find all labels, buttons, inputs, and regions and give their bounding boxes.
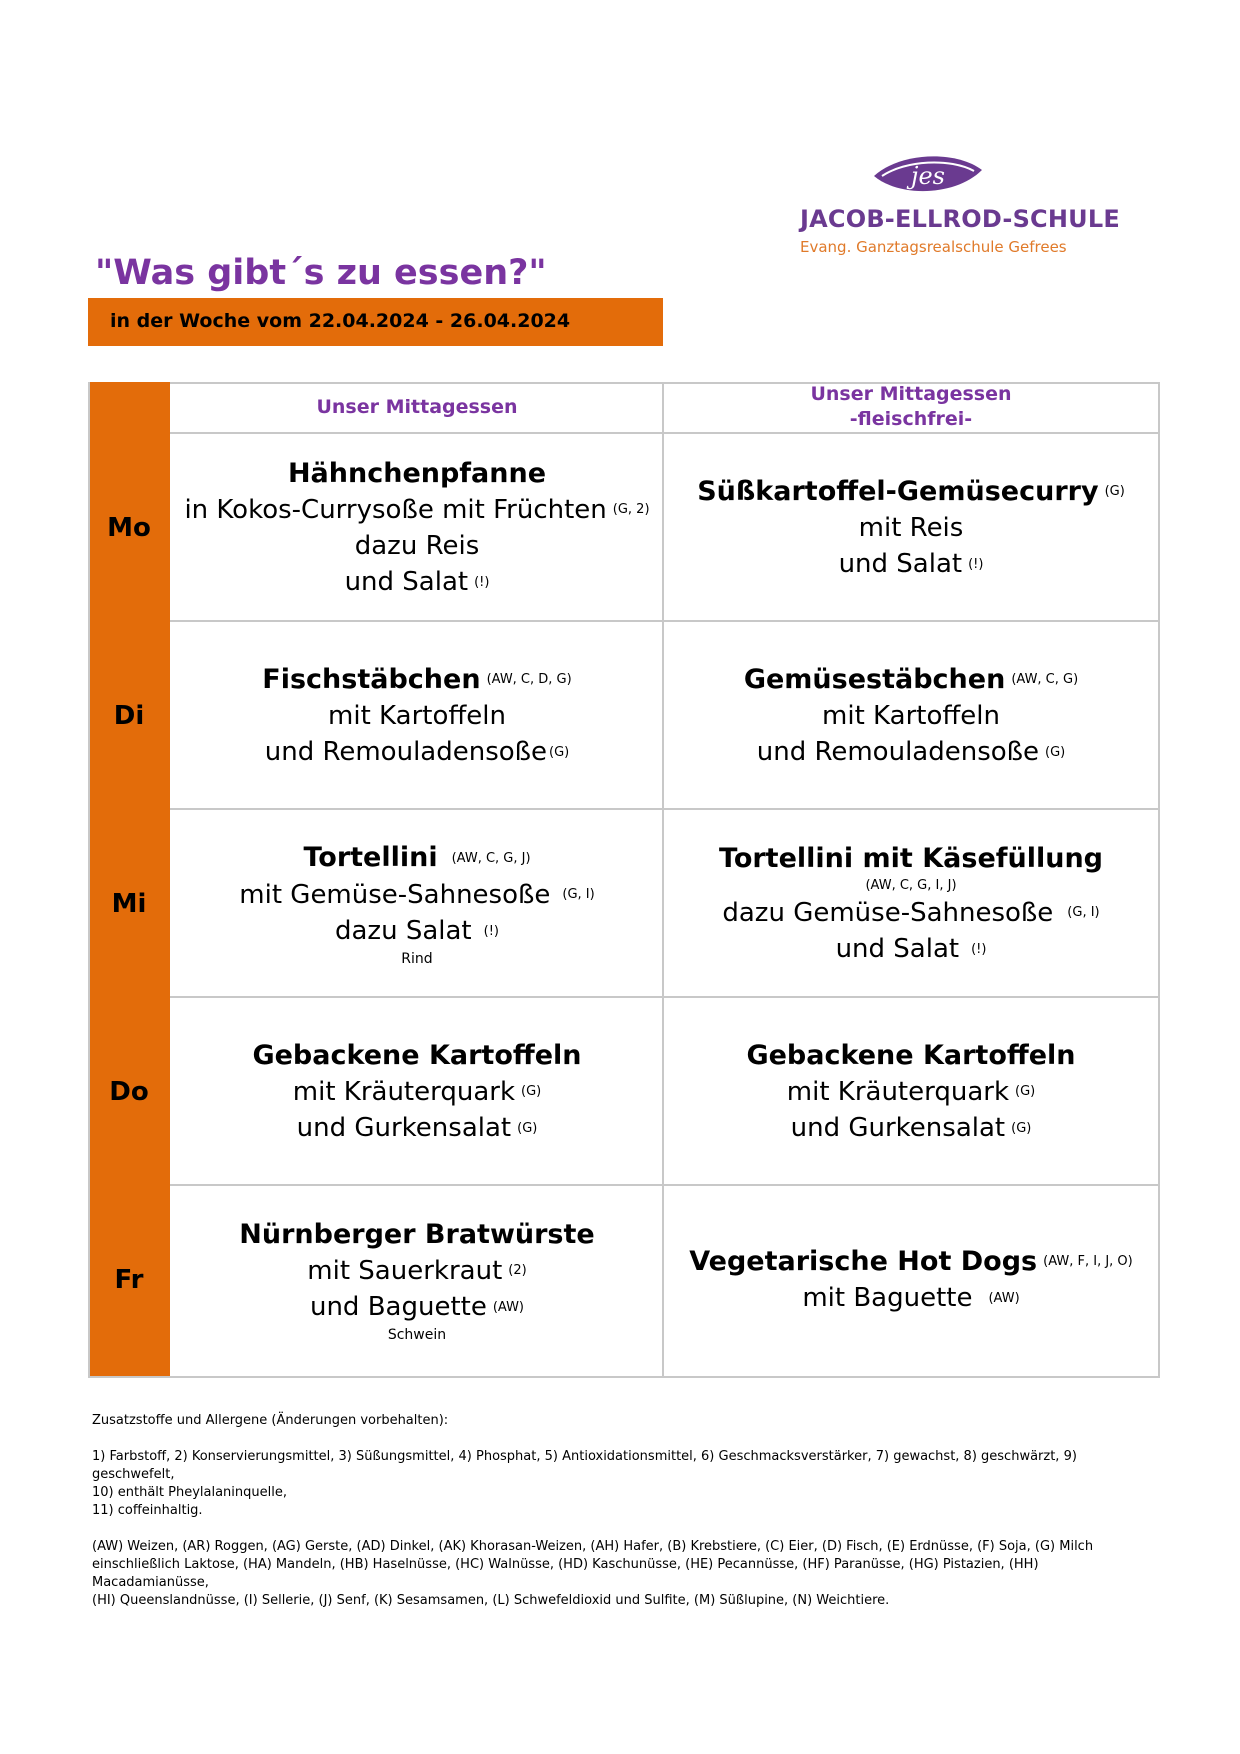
menu-cell-mo-vegetarian (664, 434, 1158, 622)
dish-name (252, 1038, 581, 1074)
week-banner (88, 298, 663, 346)
menu-cell-di-regular (172, 622, 662, 810)
dish-name-text: Gebackene Kartoffeln (252, 1039, 582, 1071)
menu-cell-mi-regular (172, 810, 662, 998)
menu-cell-mi-vegetarian (664, 810, 1158, 998)
column-header-vegetarian (664, 382, 1158, 432)
dish-line (184, 492, 649, 529)
dish-line-text: mit Sauerkraut (307, 1255, 503, 1286)
dish-line-text: und Remouladensoße (756, 737, 1040, 767)
dish-line-text: und Baguette (309, 1292, 487, 1322)
dish-line-text: und Salat (344, 567, 469, 597)
dish-line-text: und Salat (838, 549, 963, 579)
menu-cell-do-vegetarian (664, 998, 1158, 1186)
meat-note: Rind (401, 950, 433, 967)
dish-line-text: und Salat (835, 934, 960, 964)
column-header-sublabel: -fleischfrei- (849, 408, 973, 430)
dish-line-text: dazu Gemüse-Sahnesoße (722, 897, 1054, 928)
dish-name (746, 1038, 1075, 1074)
legend-spacer (92, 1520, 1152, 1538)
dish-name (262, 662, 571, 699)
allergen-legend (92, 1412, 1152, 1610)
allergen-tag: (G) (1104, 484, 1125, 499)
allergen-tag: (AW, C, D, G) (486, 672, 572, 687)
legend-allergens: einschließlich Laktose, (HA) Mandeln, (HB) Haselnüsse, (HC) Walnüsse, (HD) Kaschunüsse, (HE) Pecannüsse, (HF) Paranüsse, (HG) Pistazien, (HH) Macadamianüsse, (92, 1557, 1039, 1590)
dish-line-text: und Remouladensoße (264, 737, 548, 767)
dish-name-text: Vegetarische Hot Dogs (689, 1245, 1038, 1277)
dish-line (345, 564, 490, 601)
dish-name (719, 841, 1103, 877)
allergen-tag: (G) (549, 744, 570, 760)
column-header-regular (172, 382, 662, 432)
logo-subtitle: Evang. Ganztagsrealschule Gefrees (800, 238, 1067, 256)
allergen-tag: (G) (521, 1084, 542, 1099)
dish-name (239, 1217, 594, 1253)
dish-line (836, 931, 987, 968)
allergen-tag: (AW, C, G, J) (451, 850, 531, 866)
dish-line-text: mit Gemüse-Sahnesoße (239, 879, 551, 910)
dish-name-text: Fischstäbchen (262, 663, 481, 695)
legend-additives: 1) Farbstoff, 2) Konservierungsmittel, 3) Süßungsmittel, 4) Phosphat, 5) Antioxidationsmittel, 6) Geschmacksverstärker, 7) gewachst, 8) geschwärzt, 9) geschwefelt, (92, 1449, 1077, 1482)
week-range: in der Woche vom 22.04.2024 - 26.04.2024 (110, 310, 571, 332)
menu-cell-fr-vegetarian (664, 1186, 1158, 1374)
legend-additives: 11) coffeinhaltig. (92, 1503, 203, 1518)
dish-line (722, 895, 1099, 932)
menu-cell-di-vegetarian (664, 622, 1158, 810)
dish-name (288, 456, 546, 492)
dish-line (310, 1289, 524, 1326)
grid-line (88, 1376, 1160, 1378)
legend-additives: 10) enthält Pheylalaninquelle, (92, 1485, 287, 1500)
allergen-tag: (G) (1015, 1084, 1036, 1099)
dish-line-text: in Kokos-Currysoße mit Früchten (184, 494, 607, 525)
fish-logo-icon (870, 150, 986, 202)
dish-line (335, 913, 499, 950)
meat-note: Schwein (387, 1326, 447, 1343)
allergen-tag: (G) (1011, 1120, 1032, 1136)
dish-line (293, 1074, 541, 1111)
allergen-tag: (G) (517, 1120, 538, 1136)
day-label-mo: Mo (107, 513, 151, 543)
day-label-fr: Fr (114, 1265, 144, 1295)
dish-line (791, 1110, 1032, 1147)
allergen-tag: (G, 2) (612, 502, 650, 517)
dish-name-text: Hähnchenpfanne (287, 457, 547, 489)
dish-line-text: mit Kartoffeln (328, 701, 506, 731)
column-header-label: Unser Mittagessen (316, 395, 518, 418)
dish-line (297, 1110, 538, 1147)
allergen-tag: (2) (508, 1263, 527, 1278)
dish-line-text: dazu Reis (354, 531, 480, 561)
allergen-tag: (!) (483, 923, 499, 939)
school-logo (800, 150, 1120, 260)
legend-heading: Zusatzstoffe und Allergene (Änderungen vorbehalten): (92, 1413, 449, 1428)
allergen-tag: (AW, F, I, J, O) (1043, 1254, 1133, 1269)
allergen-tag: (!) (474, 574, 490, 590)
logo-mark-text: jes (911, 162, 945, 190)
dish-name-text: Gebackene Kartoffeln (746, 1039, 1076, 1071)
day-label-di: Di (113, 701, 145, 731)
dish-line (839, 546, 984, 583)
legend-allergens: (AW) Weizen, (AR) Roggen, (AG) Gerste, (AD) Dinkel, (AK) Khorasan-Weizen, (AH) Hafer, (B) Krebstiere, (C) Eier, (D) Fisch, (E) Erdnüsse, (F) Soja, (G) Milch (92, 1539, 1094, 1554)
dish-name-text: Süßkartoffel-Gemüsecurry (697, 475, 1099, 507)
allergen-tag: (G, I) (562, 887, 595, 903)
dish-line (265, 734, 570, 771)
dish-line-text: mit Kräuterquark (786, 1076, 1010, 1107)
dish-line-text: mit Kartoffeln (822, 701, 1000, 731)
dish-name (744, 662, 1078, 699)
menu-table (88, 382, 1160, 1378)
dish-name-text: Tortellini mit Käsefüllung (718, 842, 1104, 874)
allergen-tag: (G) (1045, 744, 1066, 760)
column-header-label: Unser Mittagessen (810, 383, 1012, 405)
allergen-tag: (AW) (492, 1299, 525, 1315)
dish-line (355, 528, 480, 564)
allergen-tag: (G, I) (1067, 905, 1100, 920)
dish-line (328, 698, 506, 734)
legend-allergens: (HI) Queenslandnüsse, (I) Sellerie, (J) Senf, (K) Sesamsamen, (L) Schwefeldioxid und Sulfite, (M) Süßlupine, (N) Weichtiere. (92, 1593, 890, 1608)
dish-name-text: Gemüsestäbchen (743, 663, 1006, 695)
allergen-tag: (AW, C, G, I, J) (865, 877, 957, 893)
dish-name (303, 840, 530, 877)
dish-line (239, 877, 594, 914)
dish-line-text: und Gurkensalat (296, 1113, 512, 1143)
dish-line (859, 510, 964, 546)
dish-line (802, 1280, 1019, 1317)
allergen-tag: (AW, C, G) (1011, 672, 1079, 687)
page-title: "Was gibt´s zu essen?" (95, 253, 547, 293)
menu-cell-fr-regular (172, 1186, 662, 1374)
dish-line (307, 1253, 526, 1290)
menu-cell-do-regular (172, 998, 662, 1186)
dish-line-text: mit Reis (858, 513, 964, 543)
grid-line (1158, 382, 1160, 1378)
menu-cell-mo-regular (172, 434, 662, 622)
allergen-tag: (!) (968, 556, 984, 572)
dish-line-text: dazu Salat (335, 916, 472, 947)
dish-name (697, 474, 1125, 511)
logo-name: JACOB-ELLROD-SCHULE (800, 205, 1120, 233)
dish-line-text: und Gurkensalat (790, 1113, 1006, 1143)
dish-name-text: Nürnberger Bratwürste (239, 1218, 595, 1250)
dish-line-text: mit Baguette (802, 1283, 973, 1313)
dish-line (757, 734, 1066, 771)
day-label-mi: Mi (111, 889, 147, 919)
legend-spacer (92, 1430, 1152, 1448)
allergen-tag: (AW) (988, 1290, 1020, 1306)
day-label-do: Do (109, 1077, 149, 1107)
dish-name (689, 1244, 1133, 1281)
dish-name-text: Tortellini (303, 842, 438, 874)
dish-line (822, 698, 1000, 734)
dish-line-text: mit Kräuterquark (292, 1076, 516, 1107)
allergen-tag: (!) (971, 941, 987, 957)
dish-line (787, 1074, 1035, 1111)
